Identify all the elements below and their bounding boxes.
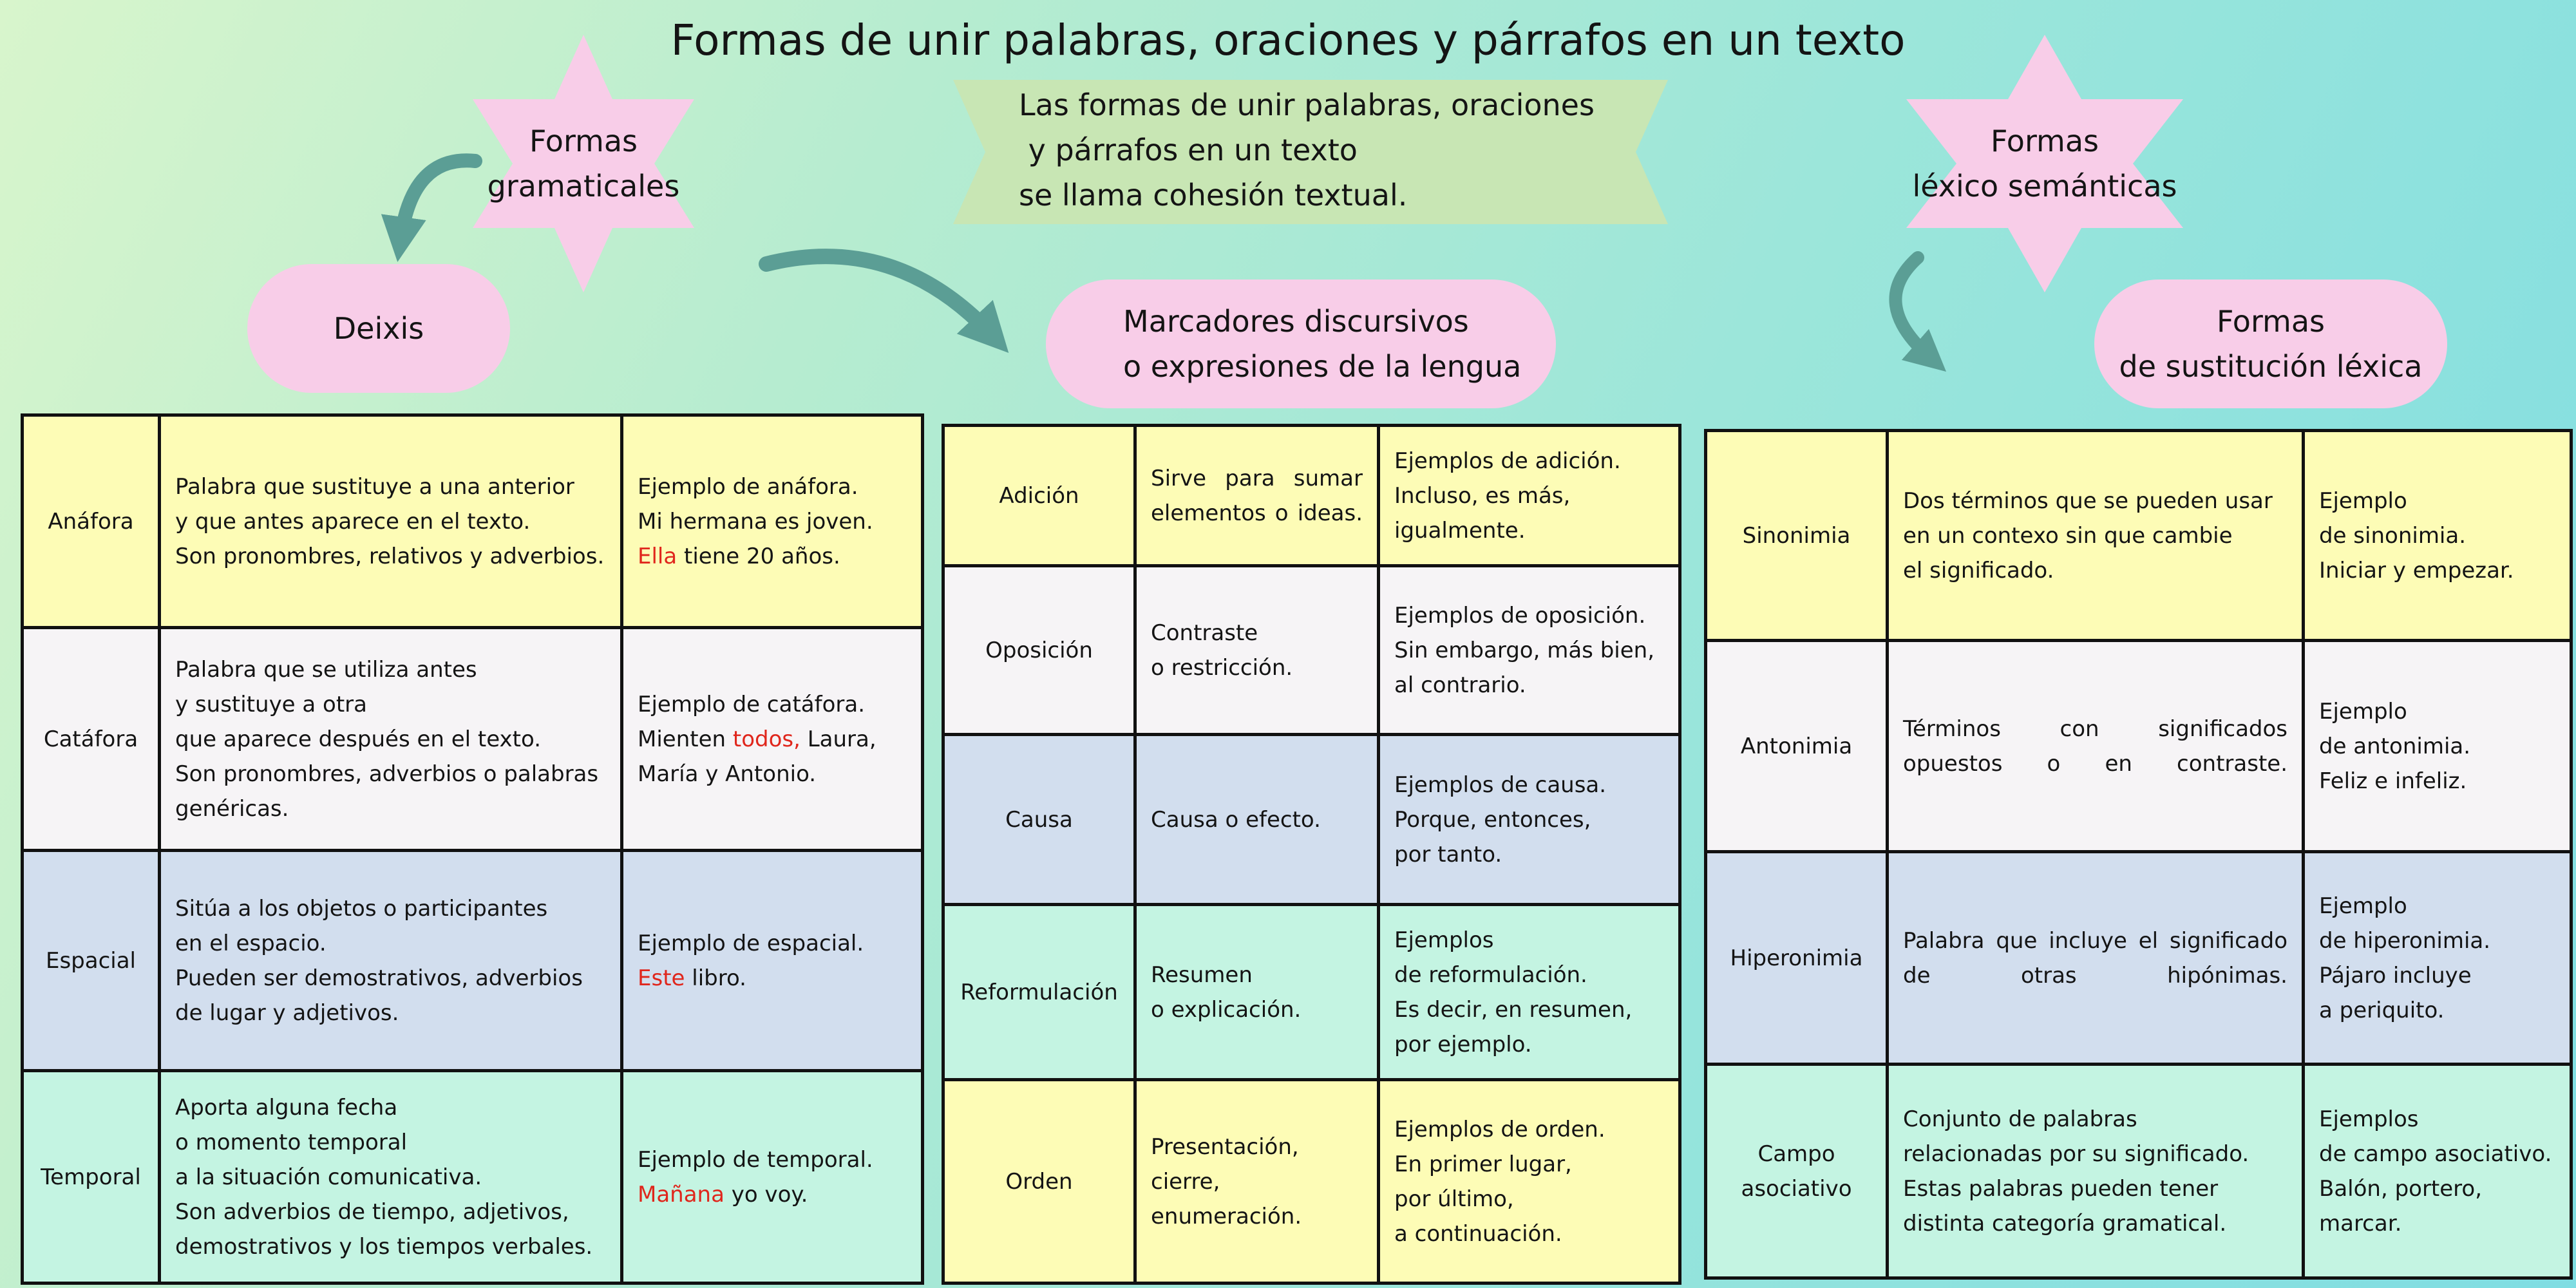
- pill-label: Formas: [2216, 304, 2325, 339]
- term-cell: Anáfora: [23, 415, 160, 628]
- lexical-substitution-pill: [2094, 279, 2447, 408]
- highlighted-word: Ella: [638, 543, 677, 569]
- definition-cell: Causa o efecto.: [1135, 735, 1379, 905]
- banner-line: y párrafos en un texto: [1019, 133, 1358, 167]
- deixis-table: [21, 413, 924, 1285]
- star-label: gramaticales: [487, 169, 680, 204]
- example-cell: Ejemplos de adición. Incluso, es más, igualmente.: [1379, 426, 1680, 566]
- table-row: [943, 1080, 1680, 1283]
- term-cell: Sinonimia: [1706, 431, 1888, 641]
- table-row: [1706, 431, 2571, 641]
- banner-line: Las formas de unir palabras, oraciones: [1019, 88, 1595, 122]
- highlighted-word: Mañana: [638, 1181, 724, 1208]
- term-cell: Catáfora: [23, 628, 160, 851]
- table-row: [23, 1071, 923, 1283]
- example-text: Ejemplo de anáfora. Mi hermana es joven.: [638, 473, 873, 535]
- table-row: [943, 426, 1680, 566]
- banner-line: se llama cohesión textual.: [1019, 178, 1408, 213]
- term-cell: [1706, 1065, 1888, 1278]
- example-text: Laura, María y Antonio.: [638, 726, 876, 787]
- discourse-markers-pill: [1046, 279, 1556, 408]
- example-cell: Ejemplo de antonimia. Feliz e infeliz.: [2304, 641, 2571, 852]
- example-cell: [622, 628, 923, 851]
- definition-cell: Resumen o explicación.: [1135, 905, 1379, 1080]
- definition-cell: Sitúa a los objetos o participantes en el espacio. Pueden ser demostrativos, adverbios de lugar y adjetivos.: [160, 851, 622, 1071]
- term-line: Campo: [1757, 1141, 1835, 1167]
- pill-label: Deixis: [333, 311, 424, 346]
- example-cell: Ejemplo de hiperonimia. Pájaro incluye a periquito.: [2304, 852, 2571, 1065]
- definition-cell: Palabra que se utiliza antes y sustituye a otra que aparece después en el texto. Son pronombres, adverbios o palabras genéricas.: [160, 628, 622, 851]
- star-label: léxico semánticas: [1912, 169, 2177, 204]
- table-row: [1706, 641, 2571, 852]
- star-label: Formas: [529, 124, 638, 158]
- term-cell: Antonimia: [1706, 641, 1888, 852]
- example-cell: [622, 415, 923, 628]
- table-row: [943, 566, 1680, 735]
- example-cell: Ejemplos de orden. En primer lugar, por último, a continuación.: [1379, 1080, 1680, 1283]
- term-cell: Hiperonimia: [1706, 852, 1888, 1065]
- term-cell: Causa: [943, 735, 1135, 905]
- pill-label: de sustitución léxica: [2119, 349, 2423, 384]
- definition-cell: Términos con significados opuestos o en contraste.: [1888, 641, 2304, 852]
- curved-arrow-icon: [1895, 258, 1931, 358]
- pill-label: o expresiones de la lengua: [1123, 349, 1522, 384]
- definition-cell: Sirve para sumar elementos o ideas.: [1135, 426, 1379, 566]
- table-row: [1706, 1065, 2571, 1278]
- curved-arrow-icon: [766, 256, 992, 335]
- example-cell: Ejemplos de causa. Porque, entonces, por tanto.: [1379, 735, 1680, 905]
- example-text: Ejemplo de espacial.: [638, 930, 864, 956]
- definition-cell: Aporta alguna fecha o momento temporal a la situación comunicativa. Son adverbios de tiempo, adjetivos, demostrativos y los tiempos verbales.: [160, 1071, 622, 1283]
- table-row: [943, 905, 1680, 1080]
- example-text: Ejemplo de catáfora. Mienten: [638, 691, 865, 752]
- example-text: libro.: [685, 965, 746, 991]
- highlighted-word: todos,: [732, 726, 800, 752]
- example-cell: Ejemplos de campo asociativo. Balón, portero, marcar.: [2304, 1065, 2571, 1278]
- term-cell: Temporal: [23, 1071, 160, 1283]
- table-row: [23, 415, 923, 628]
- example-cell: Ejemplo de sinonimia. Iniciar y empezar.: [2304, 431, 2571, 641]
- term-line: asociativo: [1741, 1175, 1852, 1202]
- term-cell: Orden: [943, 1080, 1135, 1283]
- term-cell: Espacial: [23, 851, 160, 1071]
- example-text: Ejemplo de temporal.: [638, 1146, 873, 1173]
- lexical-substitution-table: [1704, 429, 2573, 1280]
- deixis-pill: [247, 264, 510, 393]
- curved-arrow-icon: [401, 160, 475, 240]
- page-title: Formas de unir palabras, oraciones y párrafos en un texto: [670, 15, 1906, 65]
- definition-cell: Palabra que sustituye a una anterior y que antes aparece en el texto. Son pronombres, relativos y adverbios.: [160, 415, 622, 628]
- table-row: [1706, 852, 2571, 1065]
- table-row: [23, 628, 923, 851]
- definition-cell: Palabra que incluye el significado de otras hipónimas.: [1888, 852, 2304, 1065]
- example-cell: Ejemplos de oposición. Sin embargo, más bien, al contrario.: [1379, 566, 1680, 735]
- example-cell: [622, 851, 923, 1071]
- table-row: [943, 735, 1680, 905]
- discourse-markers-table: [942, 424, 1681, 1285]
- term-cell: Reformulación: [943, 905, 1135, 1080]
- example-cell: Ejemplos de reformulación. Es decir, en resumen, por ejemplo.: [1379, 905, 1680, 1080]
- table-row: [23, 851, 923, 1071]
- star-label: Formas: [1990, 124, 2099, 158]
- example-cell: [622, 1071, 923, 1283]
- definition-cell: Contraste o restricción.: [1135, 566, 1379, 735]
- pill-label: Marcadores discursivos: [1123, 304, 1469, 339]
- example-text: yo voy.: [724, 1181, 808, 1208]
- definition-cell: Conjunto de palabras relacionadas por su significado. Estas palabras pueden tener distinta categoría gramatical.: [1888, 1065, 2304, 1278]
- term-cell: Adición: [943, 426, 1135, 566]
- definition-cell: Dos términos que se pueden usar en un contexo sin que cambie el significado.: [1888, 431, 2304, 641]
- highlighted-word: Este: [638, 965, 685, 991]
- term-cell: Oposición: [943, 566, 1135, 735]
- definition-cell: Presentación, cierre, enumeración.: [1135, 1080, 1379, 1283]
- example-text: tiene 20 años.: [677, 543, 840, 569]
